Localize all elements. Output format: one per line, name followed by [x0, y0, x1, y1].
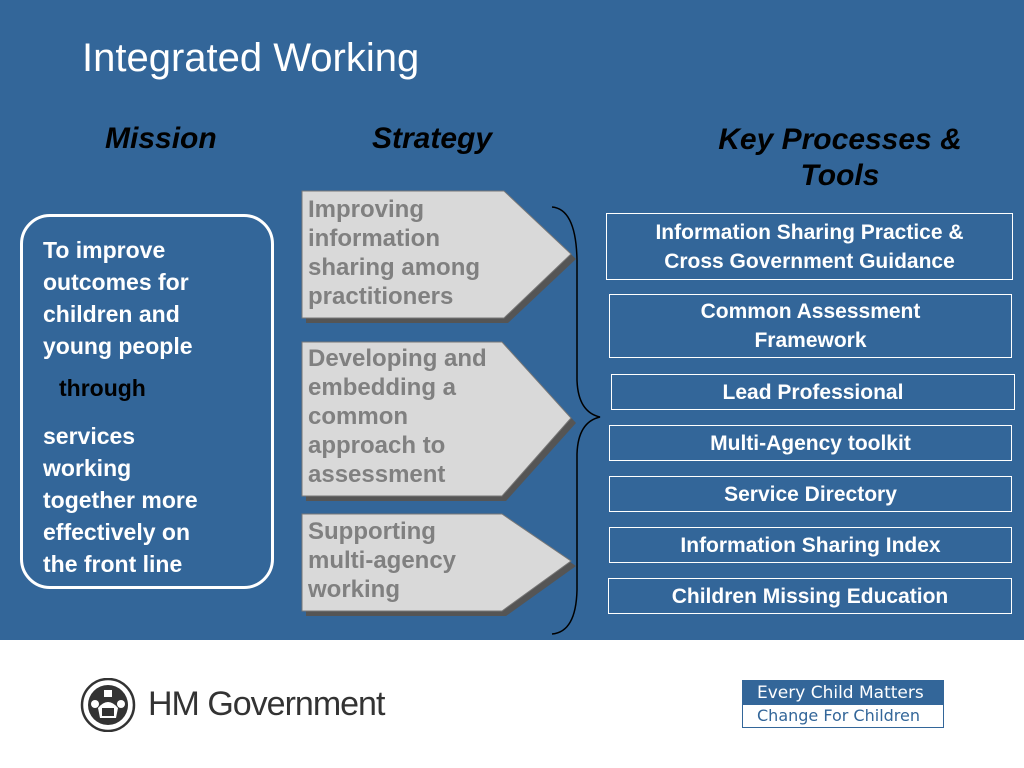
- tool-box-multi-agency-toolkit: [609, 425, 1012, 461]
- tool-box-children-missing-education: [608, 578, 1012, 614]
- strategy-line: information: [308, 225, 440, 252]
- slide-title: Integrated Working: [82, 36, 420, 80]
- tool-label-line: Children Missing Education: [671, 584, 949, 608]
- strategy-line: Improving: [308, 196, 425, 223]
- ecm-line2: Change For Children: [743, 705, 943, 727]
- tool-label-line: Cross Government Guidance: [664, 249, 955, 273]
- hm-government-wordmark: HM Government: [148, 685, 385, 723]
- strategy-line: approach to: [308, 432, 446, 459]
- mission-line: the front line: [43, 551, 183, 577]
- every-child-matters-logo: [742, 680, 944, 728]
- tools-heading-line2: Tools: [800, 159, 880, 192]
- strategy-line: embedding a: [308, 374, 457, 401]
- strategy-line: sharing among: [308, 254, 481, 281]
- mission-line: young people: [43, 333, 193, 359]
- mission-line: effectively on: [43, 519, 190, 545]
- tool-box-lead-professional: [611, 374, 1015, 410]
- mission-line: outcomes for: [43, 269, 189, 295]
- mission-line: services: [43, 423, 136, 449]
- tool-box-info-sharing-index: [609, 527, 1012, 563]
- tool-box-service-directory: [609, 476, 1012, 512]
- strategy-line: practitioners: [308, 283, 454, 310]
- mission-heading: Mission: [105, 122, 217, 155]
- tool-label-line: Common Assessment: [700, 300, 921, 323]
- strategy-line: common: [308, 403, 409, 430]
- royal-crest-icon: [80, 678, 140, 732]
- tool-label-line: Multi-Agency toolkit: [710, 431, 911, 455]
- tools-heading-line1: Key Processes &: [718, 123, 962, 156]
- strategy-1-text: [308, 195, 480, 311]
- strategy-line: multi-agency: [308, 547, 457, 574]
- strategy-line: working: [308, 576, 401, 603]
- tool-label-line: Lead Professional: [722, 380, 904, 404]
- tool-label-line: Information Sharing Practice &: [655, 220, 964, 244]
- tool-box-common-assessment: [609, 294, 1012, 358]
- tool-label-line: Information Sharing Index: [680, 533, 941, 557]
- mission-line: children and: [43, 301, 180, 327]
- strategy-2-text: [308, 344, 487, 489]
- mission-line: To improve: [43, 237, 166, 263]
- ecm-line1: Every Child Matters: [743, 681, 943, 705]
- strategy-3-text: [308, 517, 456, 604]
- mission-through: through: [59, 375, 146, 401]
- strategy-line: Developing and: [308, 345, 487, 372]
- strategy-line: assessment: [308, 461, 446, 488]
- tool-label-line: Framework: [754, 329, 867, 352]
- mission-line: working: [43, 455, 132, 481]
- mission-line: together more: [43, 487, 198, 513]
- tool-label-line: Service Directory: [724, 482, 897, 506]
- strategy-heading: Strategy: [372, 122, 493, 155]
- tool-box-info-sharing-practice: [606, 213, 1013, 280]
- strategy-line: Supporting: [308, 518, 436, 545]
